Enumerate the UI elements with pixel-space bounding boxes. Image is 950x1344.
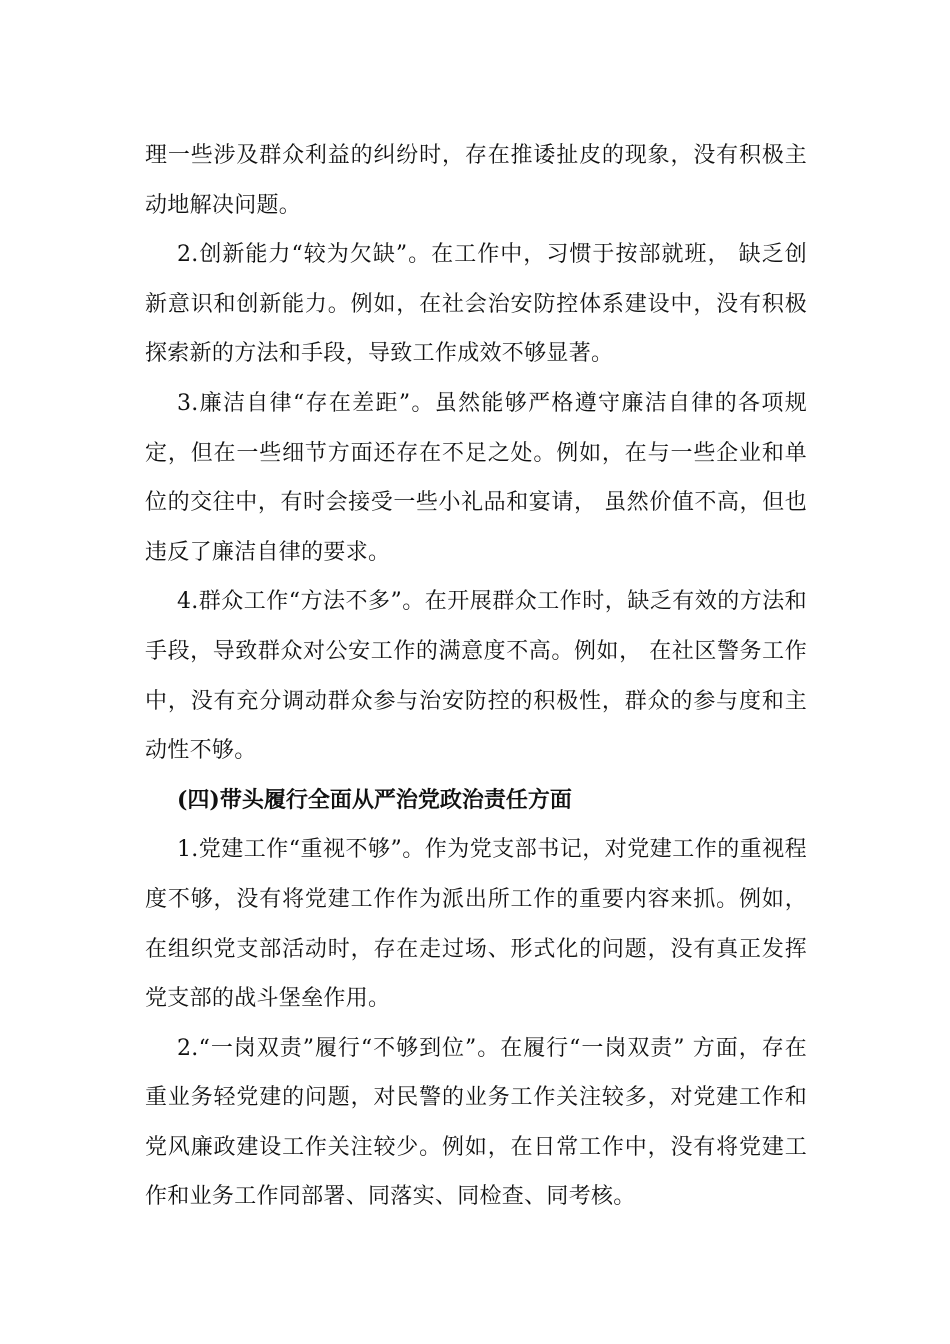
paragraph-dual-responsibility: 2.“一岗双责”履行“不够到位”。在履行“一岗双责” 方面，存在重业务轻党建的问题，对民警的业务工作关注较多，对党建工作和党风廉政建设工作关注较少。例如，在日常工作中，没有将党建工作和业务工作同部署、同落实、同检查、同考核。 xyxy=(145,1035,807,1210)
paragraph-mass-work: 4.群众工作“方法不多”。在开展群众工作时，缺乏有效的方法和手段，导致群众对公安工作的满意度不高。例如， 在社区警务工作中，没有充分调动群众参与治安防控的积极性，群众的参与度和主动性不够。 xyxy=(145,589,807,764)
paragraph-party-building: 1.党建工作“重视不够”。作为党支部书记，对党建工作的重视程度不够，没有将党建工作作为派出所工作的重要内容来抓。例如，在组织党支部活动时，存在走过场、形式化的问题，没有真正发挥党支部的战斗堡垒作用。 xyxy=(145,837,807,1012)
paragraph-innovation: 2.创新能力“较为欠缺”。在工作中，习惯于按部就班， 缺乏创新意识和创新能力。例如，在社会治安防控体系建设中，没有积极探索新的方法和手段，导致工作成效不够显著。 xyxy=(145,242,807,367)
paragraph-continuation: 理一些涉及群众利益的纠纷时，存在推诿扯皮的现象，没有积极主动地解决问题。 xyxy=(145,143,807,218)
document-body xyxy=(145,131,807,1222)
section-heading: (四)带头履行全面从严治党政治责任方面 xyxy=(177,786,572,813)
paragraph-integrity: 3.廉洁自律“存在差距”。虽然能够严格遵守廉洁自律的各项规定，但在一些细节方面还存在不足之处。例如，在与一些企业和单位的交往中，有时会接受一些小礼品和宴请， 虽然价值不高，但也违反了廉洁自律的要求。 xyxy=(145,390,807,565)
